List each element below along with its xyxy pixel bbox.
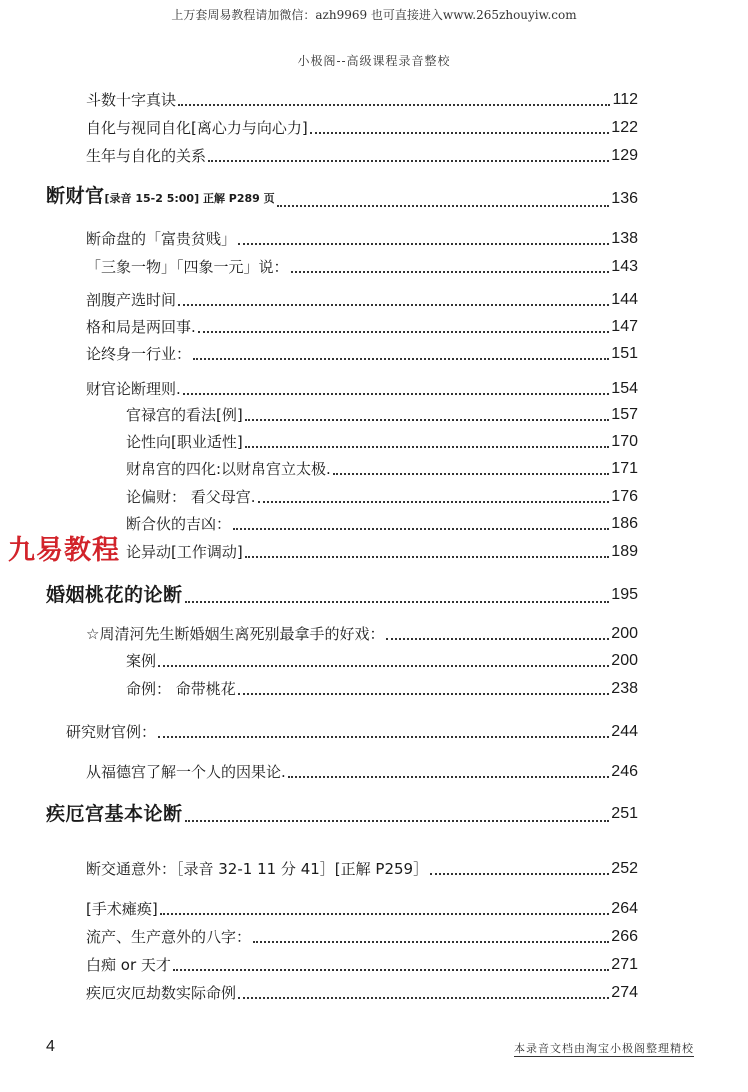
toc-entry-page: 189 — [611, 543, 638, 560]
toc-leader-dots — [158, 665, 609, 667]
toc-entry[interactable] — [86, 954, 638, 976]
toc-entry-title: 白痴 or 天才 — [86, 956, 171, 974]
toc-section-heading[interactable] — [46, 582, 638, 608]
toc-entry-page: 129 — [611, 147, 638, 164]
toc-entry[interactable] — [86, 289, 638, 311]
toc-entry-page: 266 — [611, 928, 638, 945]
toc-leader-dots — [183, 393, 610, 395]
toc-entry-page: 112 — [612, 91, 638, 108]
toc-entry-page: 176 — [611, 488, 638, 505]
toc-entry-title: 格和局是两回事. — [86, 318, 196, 336]
toc-entry[interactable] — [126, 678, 638, 700]
toc-entry[interactable] — [86, 145, 638, 167]
toc-section-title: 婚姻桃花的论断 — [46, 584, 183, 606]
toc-entry[interactable] — [86, 982, 638, 1004]
toc-entry-page: 170 — [611, 433, 638, 450]
toc-entry[interactable] — [126, 541, 638, 563]
toc-entry-title: 斗数十字真诀 — [86, 91, 177, 109]
toc-entry-title: 生年与自化的关系 — [86, 147, 207, 165]
toc-entry[interactable] — [86, 858, 638, 880]
toc-entry-title: 财官论断理则. — [86, 380, 181, 398]
toc-entry[interactable] — [126, 458, 638, 480]
toc-leader-dots — [238, 693, 610, 695]
toc-entry-page: 151 — [611, 345, 638, 362]
footer-note-text: 本录音文档由淘宝小极阁整理精校 — [514, 1042, 694, 1055]
toc-entry-page: 138 — [611, 230, 638, 247]
toc-leader-dots — [245, 419, 610, 421]
toc-leader-dots — [233, 528, 609, 530]
toc-leader-dots — [245, 556, 610, 558]
toc-entry-page: 200 — [611, 625, 638, 642]
toc-entry[interactable] — [86, 256, 638, 278]
toc-entry-page: 252 — [611, 860, 638, 877]
toc-entry[interactable] — [86, 228, 638, 250]
toc-entry-title: 财帛宫的四化:以财帛宫立太极. — [126, 460, 331, 478]
toc-leader-dots — [173, 969, 609, 971]
toc-entry[interactable] — [86, 89, 638, 111]
toc-entry-title: 案例 — [126, 652, 157, 670]
toc-entry[interactable] — [126, 513, 638, 535]
page-subtitle: 小极阁--高级课程录音整校 — [297, 54, 451, 68]
toc-entry-page: 154 — [611, 380, 638, 397]
toc-entry[interactable] — [86, 378, 638, 400]
watermark-logo: 九易教程 — [8, 535, 120, 566]
toc-entry-title: 自化与视同自化[离心力与向心力] — [86, 119, 308, 137]
toc-leader-dots — [178, 104, 610, 106]
toc-entry-page: 251 — [611, 805, 638, 822]
toc-leader-dots — [238, 997, 609, 999]
toc-entry[interactable] — [86, 761, 638, 783]
toc-section-title: 断财官[录音 15-2 5:00] 正解 P289 页 — [46, 185, 275, 207]
toc-leader-dots — [185, 601, 610, 603]
toc-entry[interactable] — [126, 431, 638, 453]
toc-entry-title: 官禄宫的看法[例] — [126, 406, 243, 424]
toc-leader-dots — [258, 501, 610, 503]
toc-leader-dots — [277, 205, 610, 207]
toc-entry-page: 143 — [611, 258, 638, 275]
toc-entry-title: 从福德宫了解一个人的因果论. — [86, 763, 286, 781]
toc-leader-dots — [386, 638, 609, 640]
toc-entry-title: 「三象一物」「四象一元」说： — [86, 258, 289, 276]
toc-leader-dots — [333, 473, 609, 475]
toc-entry[interactable] — [126, 404, 638, 426]
toc-entry-page: 144 — [611, 291, 638, 308]
toc-leader-dots — [291, 271, 610, 273]
toc-entry-title: 命例： 命带桃花 — [126, 680, 236, 698]
toc-leader-dots — [208, 160, 609, 162]
toc-entry[interactable] — [86, 343, 638, 365]
toc-entry-page: 238 — [611, 680, 638, 697]
header-ad-line: 上万套周易教程请加微信：azh9969 也可直接进入www.265zhouyiw.com — [171, 8, 577, 22]
toc-leader-dots — [185, 820, 610, 822]
toc-entry-title: 论异动[工作调动] — [126, 543, 243, 561]
toc-leader-dots — [288, 776, 610, 778]
toc-leader-dots — [245, 446, 610, 448]
toc-entry-title: 断交通意外：［录音 32-1 11 分 41］[正解 P259］ — [86, 860, 429, 878]
toc-entry-title: 论终身一行业： — [86, 345, 192, 363]
toc-section-title: 疾厄宫基本论断 — [46, 803, 183, 825]
toc-entry-title: 疾厄灾厄劫数实际命例 — [86, 984, 237, 1002]
toc-entry-page: 200 — [611, 652, 638, 669]
page-number: 4 — [46, 1038, 55, 1055]
toc-entry-page: 244 — [611, 723, 638, 740]
toc-leader-dots — [198, 331, 610, 333]
toc-entry-title: ☆周清河先生断婚姻生离死别最拿手的好戏： — [86, 625, 385, 643]
toc-entry[interactable] — [126, 486, 638, 508]
toc-leader-dots — [430, 873, 609, 875]
toc-entry-page: 246 — [611, 763, 638, 780]
toc-entry[interactable] — [66, 721, 638, 743]
toc-entry-title: [手术瘫痪] — [86, 900, 158, 918]
toc-entry-title: 流产、生产意外的八字： — [86, 928, 252, 946]
toc-entry-title: 断合伙的吉凶： — [126, 515, 232, 533]
toc-section-heading[interactable] — [46, 186, 638, 212]
toc-entry-page: 186 — [611, 515, 638, 532]
toc-leader-dots — [193, 358, 609, 360]
toc-leader-dots — [160, 913, 610, 915]
toc-entry-page: 147 — [611, 318, 638, 335]
toc-entry[interactable] — [86, 316, 638, 338]
toc-entry[interactable] — [86, 926, 638, 948]
toc-entry-page: 274 — [611, 984, 638, 1001]
toc-entry-page: 195 — [611, 586, 638, 603]
toc-entry-page: 122 — [611, 119, 638, 136]
toc-entry[interactable] — [86, 898, 638, 920]
toc-entry-page: 157 — [611, 406, 638, 423]
toc-entry-page: 264 — [611, 900, 638, 917]
toc-entry-title: 断命盘的「富贵贫贱」 — [86, 230, 237, 248]
toc-entry[interactable] — [126, 650, 638, 672]
toc-leader-dots — [178, 304, 609, 306]
toc-section-note: [录音 15-2 5:00] 正解 P289 页 — [104, 192, 275, 205]
toc-entry-page: 271 — [611, 956, 638, 973]
toc-entry-title: 研究财官例： — [66, 723, 157, 741]
toc-entry-title: 论性向[职业适性] — [126, 433, 243, 451]
toc-entry-page: 171 — [611, 460, 638, 477]
toc-entry-title: 剖腹产选时间 — [86, 291, 177, 309]
toc-section-heading[interactable] — [46, 801, 638, 827]
toc-leader-dots — [310, 132, 610, 134]
toc-entry-page: 136 — [611, 190, 638, 207]
toc-leader-dots — [238, 243, 609, 245]
toc-entry-title: 论偏财： 看父母宫. — [126, 488, 256, 506]
toc-entry[interactable] — [86, 117, 638, 139]
footer-note — [0, 1040, 694, 1056]
toc-entry[interactable] — [86, 623, 638, 645]
toc-leader-dots — [158, 736, 609, 738]
toc-leader-dots — [253, 941, 609, 943]
